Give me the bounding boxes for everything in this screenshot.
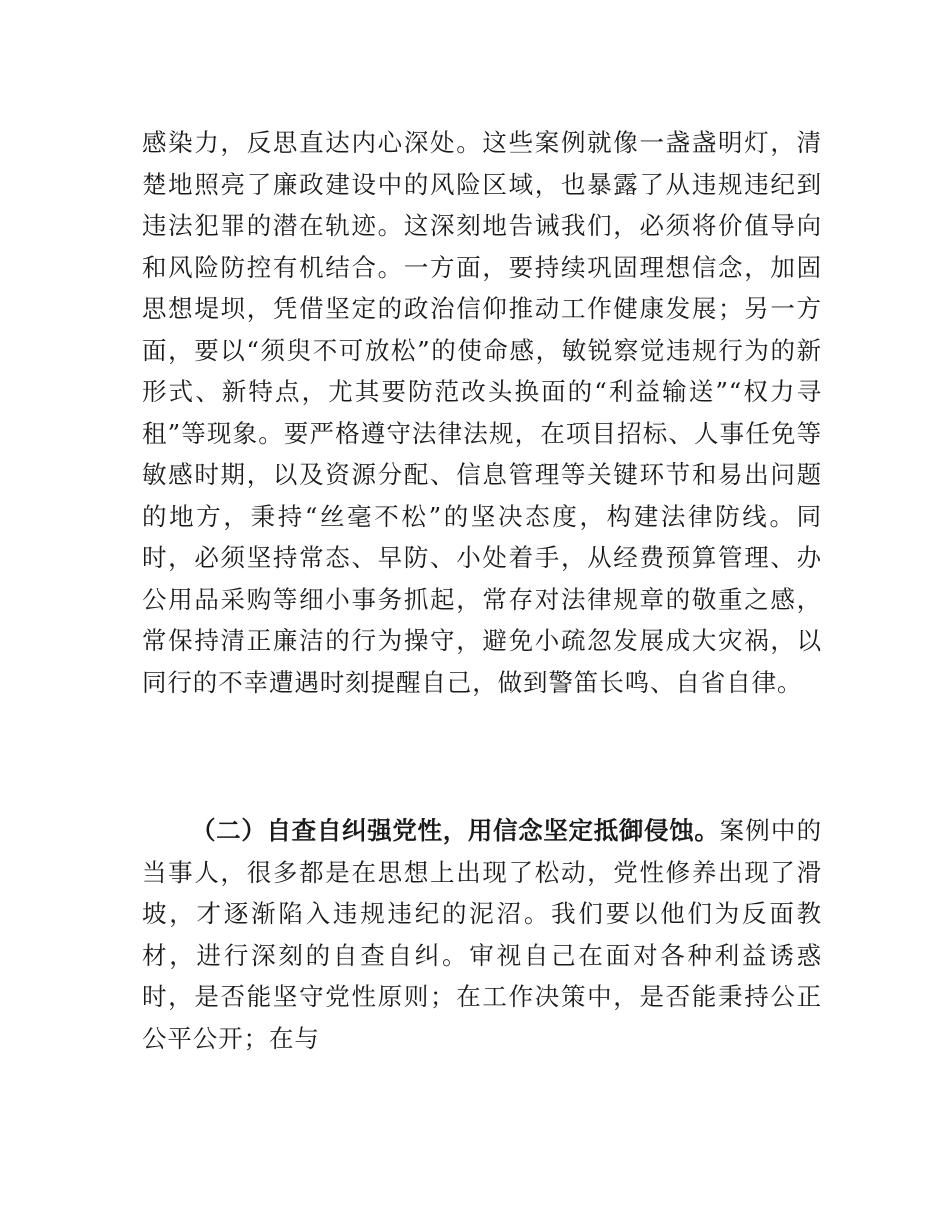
body-paragraph-2	[142, 810, 822, 1059]
body-paragraph-2-text: 案例中的当事人，很多都是在思想上出现了松动，党性修养出现了滑坡，才逐渐陷入违规违纪的泥沼。我们要以他们为反面教材，进行深刻的自查自纠。审视自己在面对各种利益诱惑时，是否能坚守党性原则；在工作决策中，是否能秉持公正公平公开；在与	[142, 816, 822, 1053]
section-heading: （二）自查自纠强党性，用信念坚定抵御侵蚀。	[191, 816, 720, 845]
body-paragraph-1: 感染力，反思直达内心深处。这些案例就像一盏盏明灯，清楚地照亮了廉政建设中的风险区域，也暴露了从违规违纪到违法犯罪的潜在轨迹。这深刻地告诫我们，必须将价值导向和风险防控有机结合。一方面，要持续巩固理想信念，加固思想堤坝，凭借坚定的政治信仰推动工作健康发展；另一方面，要以“须臾不可放松”的使命感，敏锐察觉违规行为的新形式、新特点，尤其要防范改头换面的“利益输送”“权力寻租”等现象。要严格遵守法律法规，在项目招标、人事任免等敏感时期，以及资源分配、信息管理等关键环节和易出问题的地方，秉持“丝毫不松”的坚决态度，构建法律防线。同时，必须坚持常态、早防、小处着手，从经费预算管理、办公用品采购等细小事务抓起，常存对法律规章的敬重之感，常保持清正廉洁的行为操守，避免小疏忽发展成大灾祸，以同行的不幸遭遇时刻提醒自己，做到警笛长鸣、自省自律。	[142, 128, 822, 697]
